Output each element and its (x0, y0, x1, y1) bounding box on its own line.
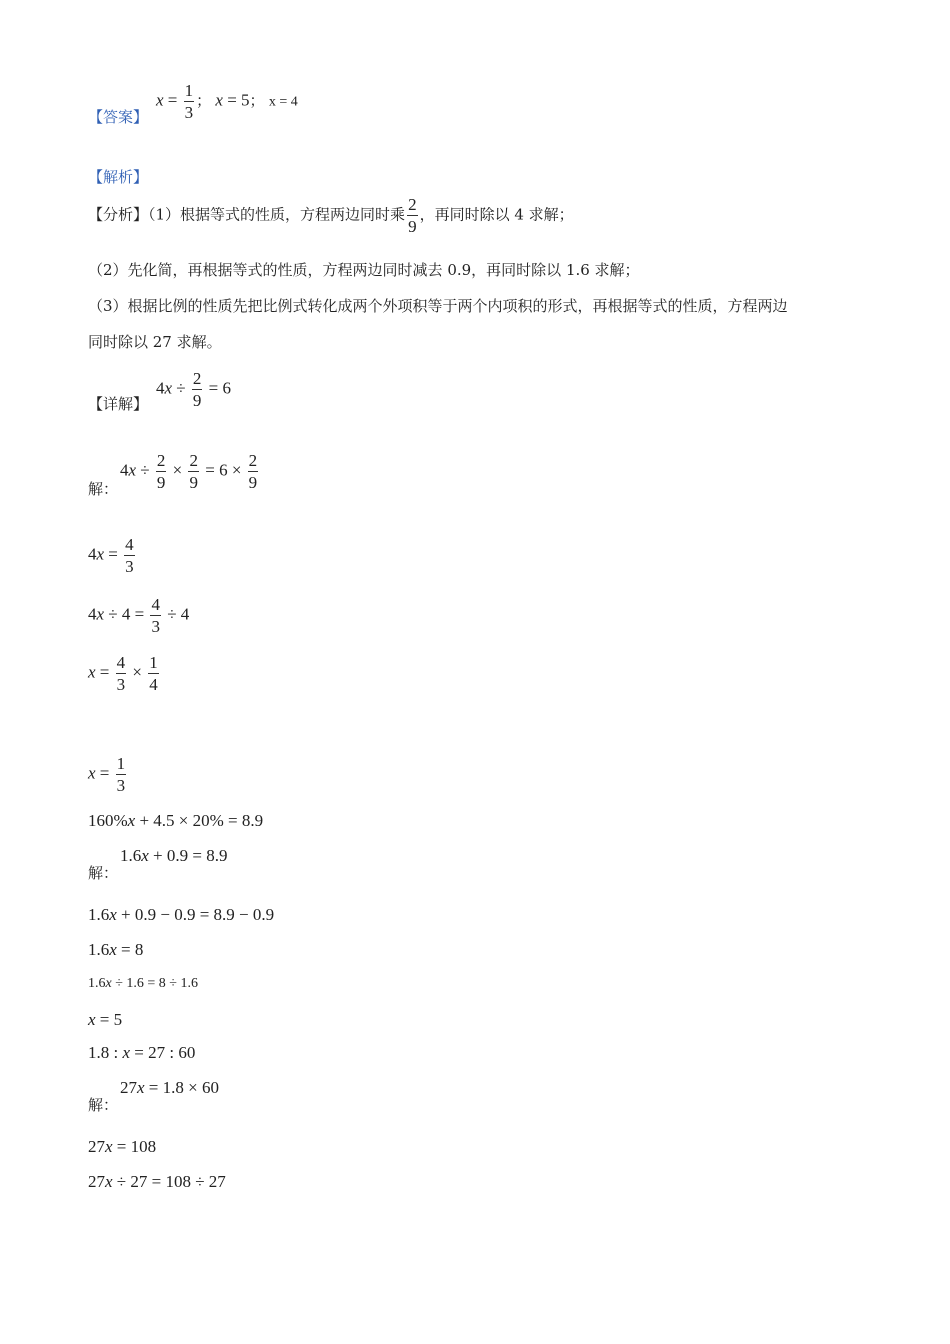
equation-1 (156, 370, 231, 409)
var-x: x (88, 662, 96, 682)
equation-14 (120, 1078, 219, 1098)
lhs: 27 (88, 1172, 105, 1191)
rhs: + 0.9 = 8.9 (148, 846, 228, 865)
equation-8 (120, 846, 227, 866)
numerator: 2 (408, 195, 417, 214)
coef: 4 (120, 460, 129, 480)
fraction (124, 536, 135, 575)
solve-label: 解： (88, 480, 119, 498)
var-x: x (164, 378, 173, 398)
equation-7 (88, 811, 263, 831)
equals: = (95, 662, 114, 682)
numerator: 2 (248, 451, 258, 470)
separator: ； (249, 93, 265, 110)
equation-15 (88, 1137, 156, 1157)
rhs: = 5 (95, 1010, 123, 1029)
op: × (168, 460, 187, 480)
equals: = (95, 763, 114, 783)
rhs: = 108 (112, 1137, 157, 1156)
numerator: 1 (116, 754, 126, 773)
lhs: 1.8 : (88, 1043, 123, 1062)
denominator: 3 (116, 675, 126, 694)
denominator: 4 (149, 675, 158, 694)
equation-9 (88, 905, 274, 925)
var-x: x (137, 1078, 145, 1097)
rhs: = 6 (204, 378, 231, 398)
lhs: 1.6 (88, 940, 110, 959)
equation-6 (88, 755, 128, 794)
rhs: + 4.5 × 20% = 8.9 (135, 811, 264, 830)
fraction (150, 596, 161, 635)
equation-11 (88, 976, 198, 992)
equation-4 (88, 596, 189, 635)
var-x: x (105, 976, 112, 991)
denominator: 9 (189, 473, 198, 492)
p1-pre: （1）根据等式的性质，方程两边同时乘 (148, 205, 406, 224)
answer-expression (156, 82, 298, 121)
lhs: 1.6 (88, 976, 106, 991)
denominator: 9 (192, 391, 202, 410)
var-x: x (215, 90, 223, 110)
numerator: 1 (149, 653, 158, 672)
answer-3: x = 4 (268, 94, 298, 110)
numerator: 2 (156, 451, 166, 470)
equation-12 (88, 1010, 122, 1030)
analysis-p3-cont: 同时除以 27 求解。 (88, 333, 222, 351)
numerator: 2 (189, 451, 198, 470)
rhs: = 8 (116, 940, 144, 959)
op: ÷ (172, 378, 190, 398)
rhs: ÷ 4 (162, 604, 190, 624)
denominator: 3 (184, 103, 194, 122)
lhs: 27 (88, 1137, 105, 1156)
equals: = (163, 90, 182, 110)
lhs: 27 (120, 1078, 137, 1097)
rhs: ÷ 1.6 = 8 ÷ 1.6 (111, 976, 198, 991)
analysis-label: 【解析】 (88, 168, 149, 186)
var-x: x (122, 1043, 131, 1062)
separator: ； (196, 93, 212, 110)
rhs: = 1.8 × 60 (144, 1078, 219, 1097)
fraction (248, 452, 259, 491)
answer-2: = 5 (222, 90, 250, 110)
mid: ÷ 4 = (104, 604, 149, 624)
solve-label: 解： (88, 1096, 119, 1114)
rhs: = 6 × (200, 460, 246, 480)
numerator: 2 (192, 369, 202, 388)
equation-3 (88, 536, 137, 575)
analysis-p3: （3）根据比例的性质先把比例式转化成两个外项积等于两个内项积的形式，再根据等式的性质，方程两边 (88, 297, 788, 315)
var-x: x (128, 460, 137, 480)
answer-label: 【答案】 (88, 108, 149, 126)
denominator: 3 (151, 617, 160, 636)
lhs: 1.6 (88, 905, 110, 924)
var-x: x (109, 940, 117, 959)
denominator: 9 (248, 473, 258, 492)
var-x: x (141, 846, 149, 865)
lhs: 1.6 (120, 846, 142, 865)
var-x: x (109, 905, 117, 924)
numerator: 1 (184, 81, 194, 100)
rhs: = 27 : 60 (130, 1043, 196, 1062)
var-x: x (105, 1172, 113, 1191)
denominator: 9 (408, 217, 417, 236)
fraction (156, 452, 167, 491)
denominator: 3 (116, 776, 126, 795)
fraction (148, 654, 159, 693)
equation-10 (88, 940, 143, 960)
lhs: 160% (88, 811, 128, 830)
p1-fraction (407, 196, 418, 235)
op: × (128, 662, 147, 682)
analysis-p1 (88, 196, 574, 235)
solve-label: 解： (88, 864, 119, 882)
numerator: 4 (125, 535, 134, 554)
equation-16 (88, 1172, 226, 1192)
fraction (192, 370, 203, 409)
denominator: 3 (125, 557, 134, 576)
fraction (188, 452, 199, 491)
var-x: x (156, 90, 164, 110)
equation-2 (120, 452, 260, 491)
var-x: x (105, 1137, 113, 1156)
coef: 4 (156, 378, 165, 398)
analysis-p2: （2）先化简，再根据等式的性质，方程两边同时减去 0.9，再同时除以 1.6 求解； (88, 261, 640, 279)
denominator: 9 (156, 473, 166, 492)
equals: = (104, 544, 123, 564)
answer-fraction (184, 82, 195, 121)
coef: 4 (88, 604, 97, 624)
fraction (116, 654, 127, 693)
numerator: 4 (151, 595, 160, 614)
equation-5 (88, 654, 161, 693)
coef: 4 (88, 544, 97, 564)
var-x: x (96, 544, 105, 564)
detail-label: 【详解】 (88, 395, 149, 413)
var-x: x (96, 604, 105, 624)
var-x: x (127, 811, 136, 830)
rhs: ÷ 27 = 108 ÷ 27 (112, 1172, 226, 1191)
rhs: + 0.9 − 0.9 = 8.9 − 0.9 (116, 905, 275, 924)
p1-post: ，再同时除以 4 求解； (419, 205, 574, 224)
fenxi-label: 【分析】 (88, 205, 149, 224)
var-x: x (88, 763, 96, 783)
op: ÷ (136, 460, 154, 480)
var-x: x (88, 1010, 96, 1029)
equation-13 (88, 1043, 195, 1063)
numerator: 4 (116, 653, 126, 672)
fraction (116, 755, 127, 794)
